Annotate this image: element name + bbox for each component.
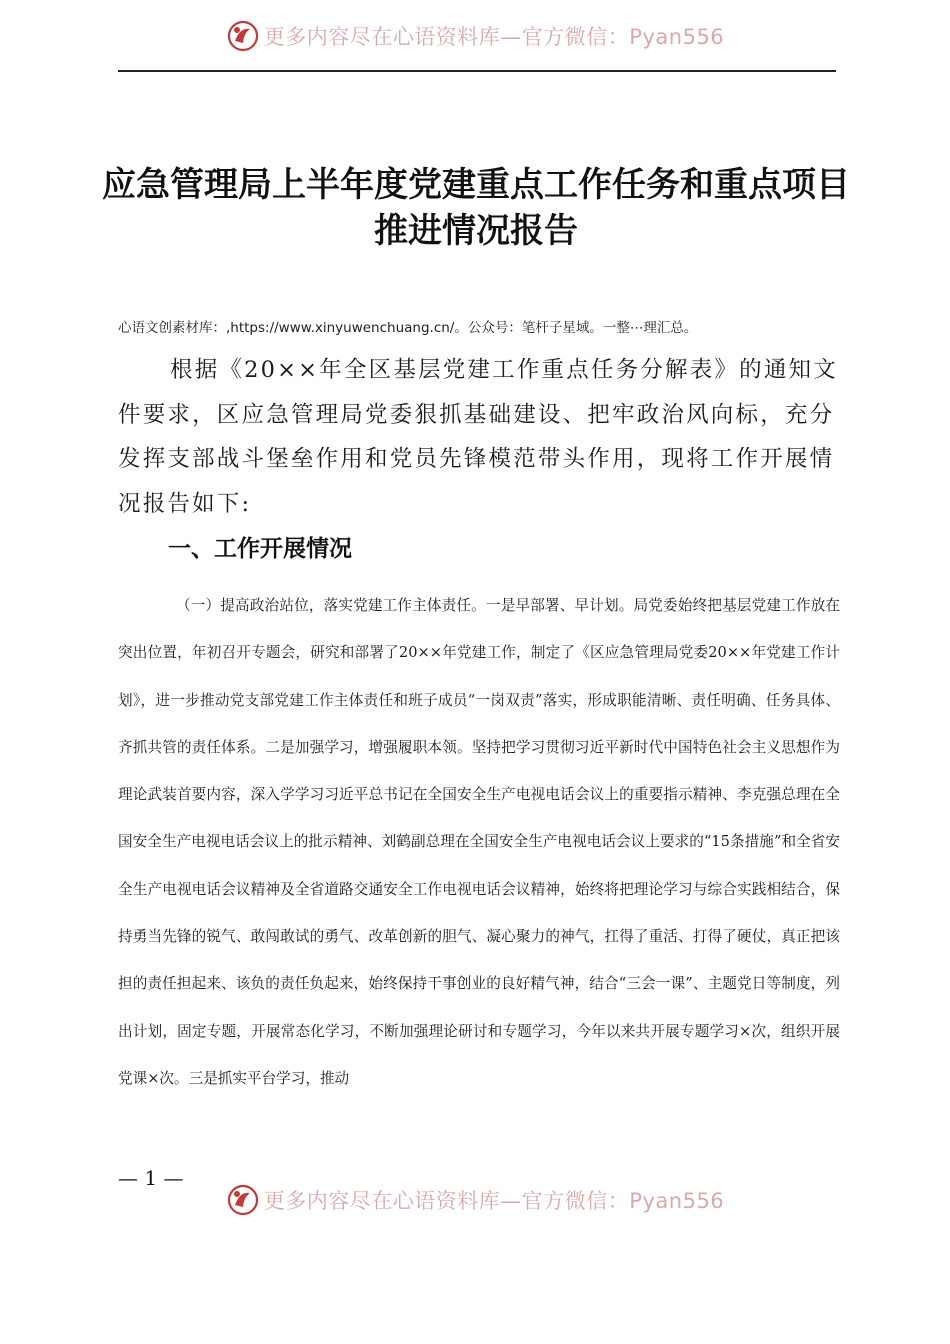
watermark-text: 更多内容尽在心语资料库—官方微信：Pyan556 [263,25,725,49]
body-paragraph: （一）提高政治站位，落实党建工作主体责任。一是早部署、早计划。局党委始终把基层党建工作放在突出位置，年初召开专题会，研究和部署了20××年党建工作，制定了《区应急管理局党委20××年党建工作计划》，进一步推动党支部党建工作主体责任和班子成员“一岗双责”落实，形成职能清晰、责任明确、任务具体、齐抓共管的责任体系。二是加强学习，增强履职本领。坚持把学习贯彻习近平新时代中国特色社会主义思想作为理论武装首要内容，深入学学习习近平总书记在全国安全生产电视电话会议上的重要指示精神、李克强总理在全国安全生产电视电话会议上的批示精神、刘鹤副总理在全国安全生产电视电话会议上要求的“15条措施”和全省安全生产电视电话会议精神及全省道路交通安全工作电视电话会议精神，始终将把理论学习与综合实践相结合，保持勇当先锋的锐气、敢闯敢试的勇气、改革创新的胆气、凝心聚力的神气，扛得了重活、打得了硬仗，真正把该担的责任担起来、该负的责任负起来，始终保持干事创业的良好精气神，结合“三会一课”、主题党日等制度，列出计划，固定专题，开展常态化学习，不断加强理论研讨和专题学习，今年以来共开展专题学习×次，组织开展党课×次。三是抓实平台学习，推动 [118,597,840,1087]
page-number: — 1 — [118,1166,184,1190]
watermark-text: 更多内容尽在心语资料库—官方微信：Pyan556 [263,1189,725,1213]
brand-logo-icon [226,19,260,53]
watermark-footer [0,1180,950,1220]
header-divider [118,70,836,72]
document-title: 应急管理局上半年度党建重点工作任务和重点项目推进情况报告 [102,165,850,251]
source-note: 心语文创素材库：,https://www.xinyuwenchuang.cn/。公众号：笔杆子星域。一整⋯理汇总。 [118,320,698,336]
section-heading: 一、工作开展情况 [168,536,352,562]
intro-paragraph: 根据《20××年全区基层党建工作重点任务分解表》的通知文件要求，区应急管理局党委狠抓基础建设、把牢政治风向标，充分发挥支部战斗堡垒作用和党员先锋模范带头作用，现将工作开展情况报告如下: [118,357,838,517]
watermark-header [0,16,950,56]
brand-logo-icon [226,1183,260,1217]
